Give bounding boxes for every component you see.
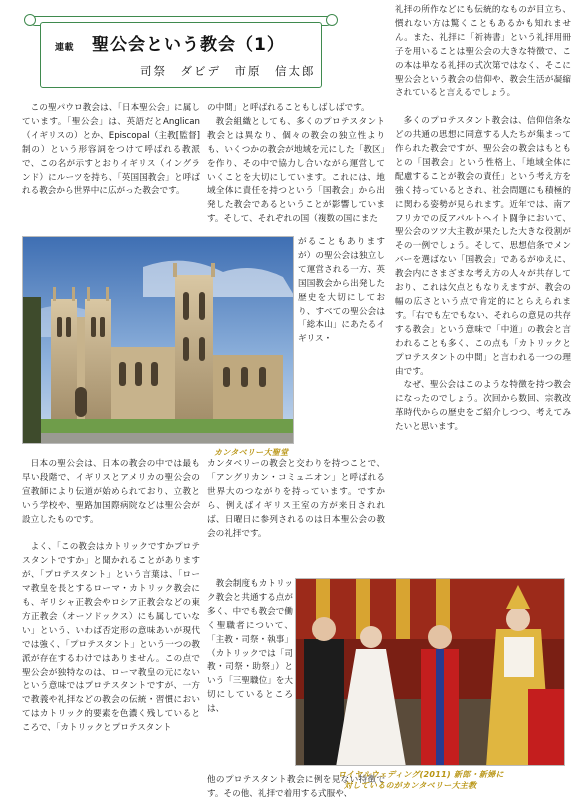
cathedral-caption: カンタベリー大聖堂 [214,448,289,457]
paragraph: 日本の聖公会は、日本の教会の中では最も早い段階で、イギリスとアメリカの聖公会の宣教師により伝道が始められており、立教という学校や、聖路加国際病院などは聖公会が設立したものです。 [22,459,200,525]
paragraph: カンタベリーの教会と交わりを持つことで、「アングリカン・コミュニオン」と呼ばれる世界大のつながりを持っています。ですから、例えばイギリス王室の方が来日されれば、日曜日に参列されるのは日本聖公会の教会の礼拝です。 [207,459,385,539]
paragraph: なぜ、聖公会はこのような特徴を持つ教会になったのでしょう。次回から数回、宗教改革時代からの歴史をご紹介しつつ、考えてみたいと思います。 [395,380,571,433]
column-2-middle [207,458,385,570]
paragraph-continuation: がることもありますが）の聖公会は独立して運営される一方、英国国教会から出発した歴史を大切にしており、すべての聖公会は「総本山」にあたるイギリス・ [298,237,385,345]
wedding-caption-line-2: 対しているのがカンタベリー大主教 [344,781,477,790]
column-2-top [207,102,385,234]
wedding-caption [338,769,504,791]
article-title: 聖公会という教会（1） [92,35,285,55]
paragraph: 多くのプロテスタント教会は、信仰信条などの共通の思想に同意する人たちが集まって作られた教会ですが、聖公会の教会はもともとの「国教会」という性格上、「地域全体に配慮することが教会の責任」という考え方を強く持っているとされ、社会問題にも積極的に関わる姿勢が見られます。近年では、南アフリカでの反アパルトヘイト闘争において、聖公会のツツ大主教が果たした大きな役割がその一例でしょう。そして、思想信条でメンバーを選ばない「国教会」であるがゆえに、教会内にさまざまな考え方の人々が共存しており、これは欠点ともなりえますが、教会の幅の広さという点で肯定的にとらえられます。「右でも左でもない、それらの意見の共存する教会」という意味で「中道」の教会と言われることも多く、この点も「カトリックとプロテスタントの中間」と言われる一つの理由です。 [395,116,571,377]
royal-wedding-photo [295,578,565,766]
cathedral-photo [22,236,294,444]
series-tag: 連載 [55,43,75,53]
author-line: 司祭 ダビデ 市原 信太郎 [140,64,316,78]
paragraph: 教会制度もカトリック教会と共通する点が多く、中でも教会で働く聖職者について、「主教・司祭・執事」（カトリックでは「司教・司祭・助祭」）という「三聖職位」を大切にしているところは、 [207,579,293,715]
scroll-curl-left [24,14,36,26]
paragraph: この聖パウロ教会は、「日本聖公会」に属しています。「聖公会」は、英語だとAnglican（イギリスの）とか、Episcopal（主教[監督]制の）という形容詞をつけて呼ばれる教派で、この名が示すとおりイギリス（イングランド）にルーツを持ち、「英国国教会」と呼ばれる教会から世界中に広がった教会です。 [22,103,200,197]
paragraph: よく、「この教会はカトリックですかプロテスタントですか」と聞かれることがありますが、「プロテスタント」という言葉は、「ローマ教皇を長とするローマ・カトリック教会にも、ギリシャ正教会やロシア正教会などの東方正教会（オーソドックス）にも属していない」という、いわば否定形の意味あいが現代では強く、「プロテスタント」という一つの教派が存在するわけではありません。この点で聖公会が独特なのは、ローマ教皇の元にないという意味ではプロテスタントですが、一方で教義や礼拝などの教会の伝統・習慣においてはカトリック的要素を色濃く残しているところで、「カトリックとプロテスタント [22,542,200,734]
column-2-lower [207,578,293,778]
paragraph: 他のプロテスタント教会に例を見ない特徴です。その他、礼拝で着用する式服や、 [207,775,385,799]
column-1-bottom [22,458,200,798]
paragraph: の中間」と呼ばれることもしばしばです。 [207,103,370,113]
wedding-caption-line-1: ロイヤルウェディング(2011) 新郎・新婦に [338,770,504,779]
scroll-curl-right [326,14,338,26]
column-1-top [22,102,200,232]
column-3 [395,4,571,574]
column-2-narrow [298,236,385,458]
paragraph: 礼拝の所作などにも伝統的なものが目立ち、慣れない方は驚くこともあるかも知れません。また、礼拝に「祈祷書」という礼拝用冊子を用いることは聖公会の大きな特徴で、この本は単なる礼拝の式次第ではなく、そこに聖公会という教会の信仰や、教会生活が凝縮されていると言えるでしょう。 [395,5,571,99]
paragraph: 教会組織としても、多くのプロテスタント教会とは異なり、個々の教会の独立性よりも、いくつかの教会が地域を元にした「教区」を作り、その中で協力し合いながら運営していくことを大切にしています。これには、地域全体に責任を持つという「国教会」から出発した教会であるということが影響しています。そして、それぞれの国（複数の国にまた [207,116,385,225]
